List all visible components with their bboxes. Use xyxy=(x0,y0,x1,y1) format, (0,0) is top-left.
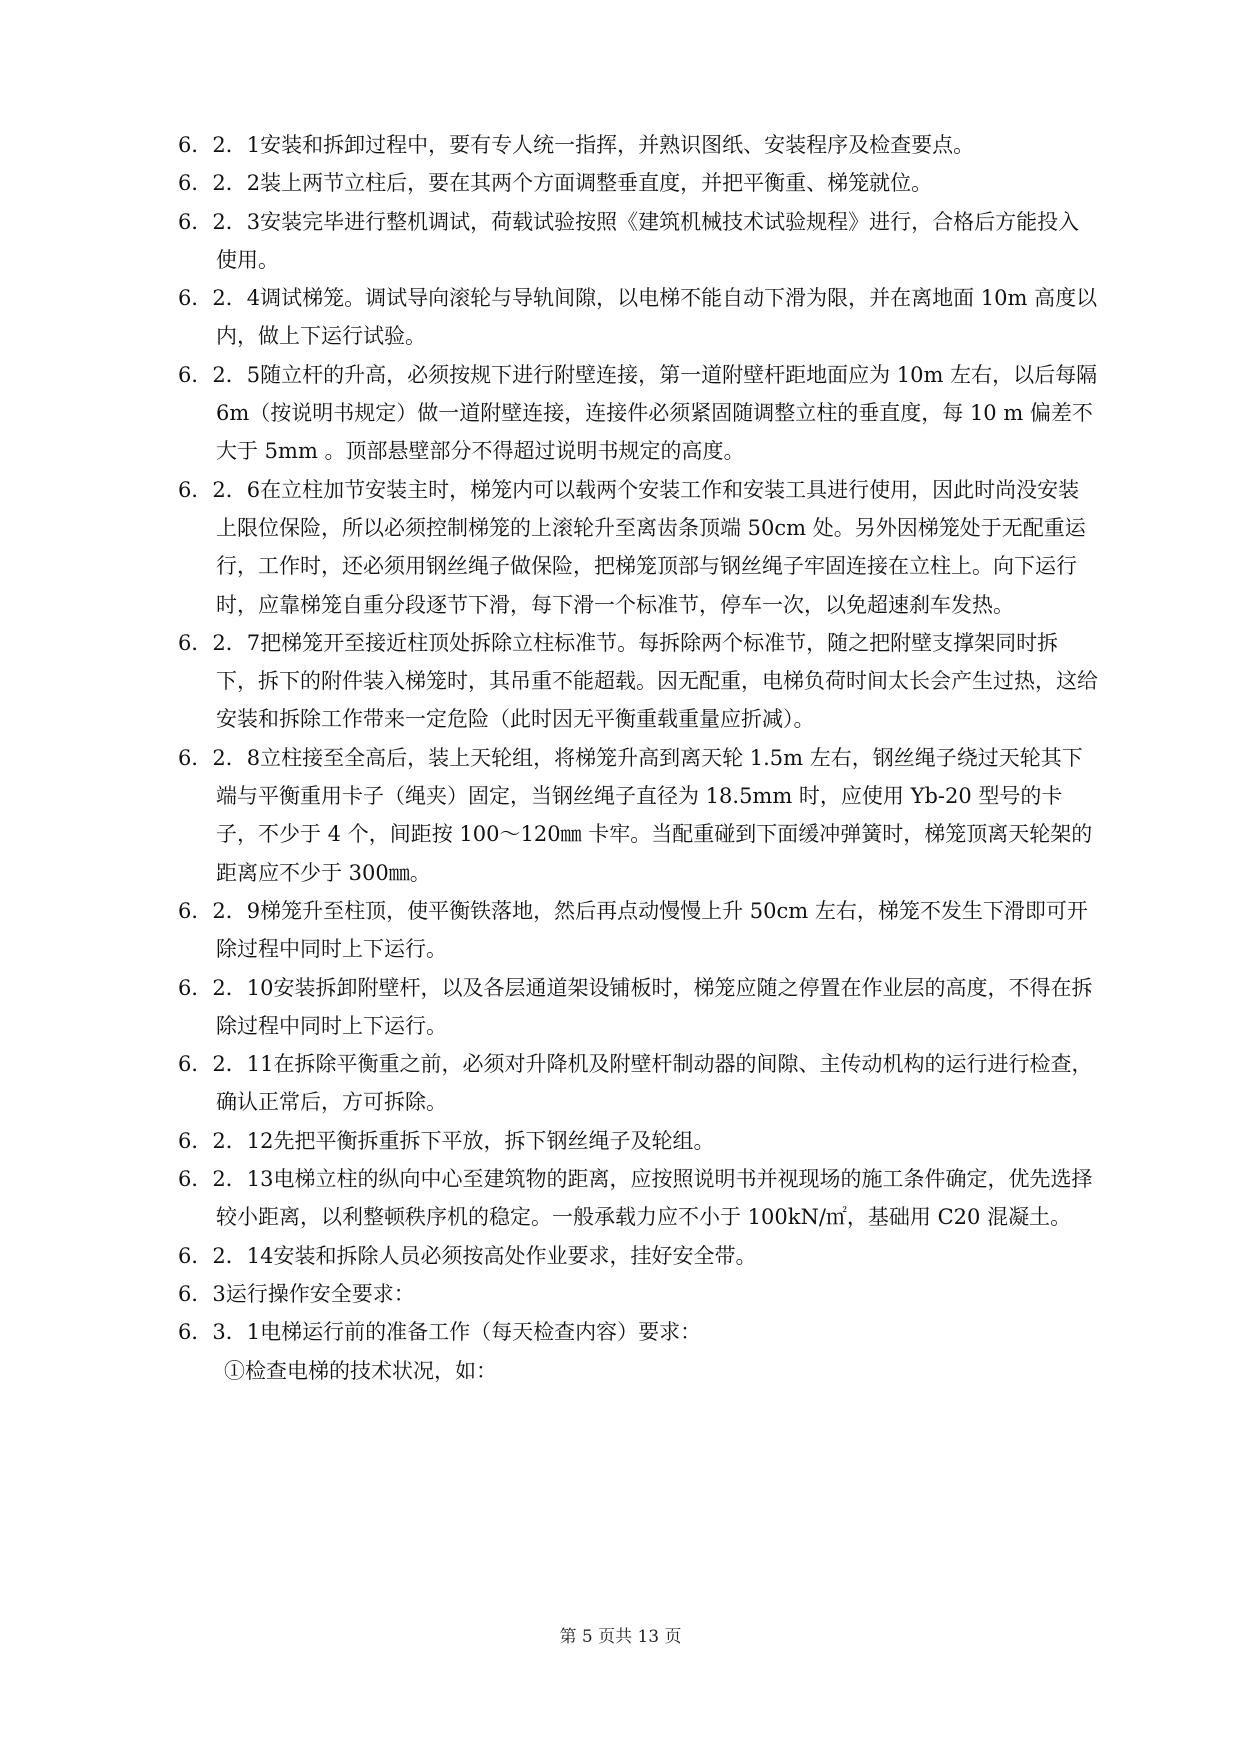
clause-text: 立柱接至全高后，装上天轮组，将梯笼升高到离天轮 1.5m 左右，钢丝绳子绕过天轮其下端与平衡重用卡子（绳夹）固定，当钢丝绳子直径为 18.5mm 时，应使用 Yb-20 型号的卡子，不少于 4 个，间距按 100～120㎜ 卡牢。当配重碰到下面缓冲弹簧时，梯笼顶离天轮架的距离应不少于 300㎜。 xyxy=(216,745,1093,885)
clause-number: 6．2．10 xyxy=(178,975,274,1000)
clause-number: 6．2．14 xyxy=(178,1243,274,1268)
clause-text: 梯笼升至柱顶，使平衡铁落地，然后再点动慢慢上升 50cm 左右，梯笼不发生下滑即可开除过程中同时上下运行。 xyxy=(216,898,1088,962)
clause-text: 装上两节立柱后，要在其两个方面调整垂直度，并把平衡重、梯笼就位。 xyxy=(260,171,933,196)
clause-text: 在立柱加节安装主时，梯笼内可以载两个安装工作和安装工具进行使用，因此时尚没安装上限位保险，所以必须控制梯笼的上滚轮升至离齿条顶端 50cm 处。另外因梯笼处于无配重运行，工作时，还必须用钢丝绳子做保险，把梯笼顶部与钢丝绳子牢固连接在立柱上。向下运行时，应靠梯笼自重分段逐节下滑，每下滑一个标准节，停车一次，以免超速刹车发热。 xyxy=(216,477,1086,617)
clause-text: 先把平衡拆重拆下平放，拆下钢丝绳子及轮组。 xyxy=(273,1128,715,1153)
paragraph-6-3-1 xyxy=(178,1313,1098,1351)
paragraph-6-2-3 xyxy=(178,203,1098,280)
clause-number: 6．2．5 xyxy=(178,362,261,387)
paragraph-6-2-12 xyxy=(178,1122,1098,1160)
page-footer: 第 5 页共 13 页 xyxy=(559,1627,682,1647)
sub-item-1: ①检查电梯的技术状况，如： xyxy=(224,1358,497,1383)
clause-number: 6．2．11 xyxy=(178,1052,274,1077)
document-body xyxy=(178,126,1098,1390)
paragraph-6-2-11 xyxy=(178,1045,1098,1122)
clause-number: 6．2．4 xyxy=(178,286,261,311)
paragraph-6-2-13 xyxy=(178,1160,1098,1237)
clause-number: 6．2．9 xyxy=(178,898,261,923)
clause-text: 调试梯笼。调试导向滚轮与导轨间隙，以电梯不能自动下滑为限，并在离地面 10m 高度以内，做上下运行试验。 xyxy=(216,286,1098,349)
clause-text: 安装完毕进行整机调试，荷载试验按照《建筑机械技术试验规程》进行，合格后方能投入使用。 xyxy=(216,209,1080,272)
paragraph-6-2-7 xyxy=(178,624,1098,739)
clause-text: 把梯笼开至接近柱顶处拆除立柱标准节。每拆除两个标准节，随之把附壁支撑架同时拆下，拆下的附件装入梯笼时，其吊重不能超载。因无配重，电梯负荷时间太长会产生过热，这给安装和拆除工作带来一定危险（此时因无平衡重载重量应折减）。 xyxy=(216,630,1098,732)
clause-text: 电梯立柱的纵向中心至建筑物的距离，应按照说明书并视现场的施工条件确定，优先选择较小距离，以利整顿秩序机的稳定。一般承载力应不小于 100kN/㎡，基础用 C20 混凝土。 xyxy=(216,1167,1093,1230)
clause-number: 6．2．13 xyxy=(178,1167,274,1192)
paragraph-6-2-5 xyxy=(178,356,1098,471)
clause-text: 运行操作安全要求： xyxy=(225,1281,415,1306)
clause-text: 在拆除平衡重之前，必须对升降机及附壁杆制动器的间隙、主传动机构的运行进行检查，确认正常后，方可拆除。 xyxy=(216,1052,1093,1115)
clause-text: 安装和拆卸过程中，要有专人统一指挥，并熟识图纸、安装程序及检查要点。 xyxy=(260,133,975,157)
clause-number: 6．2．2 xyxy=(178,171,261,196)
clause-number: 6．2．3 xyxy=(178,209,261,234)
clause-text: 电梯运行前的准备工作（每天检查内容）要求： xyxy=(260,1320,702,1345)
clause-number: 6．2．1 xyxy=(178,133,261,157)
clause-number: 6．3．1 xyxy=(178,1320,261,1345)
paragraph-6-2-9 xyxy=(178,892,1098,969)
clause-number: 6．2．8 xyxy=(178,745,261,770)
clause-number: 6．2．7 xyxy=(178,630,261,655)
paragraph-6-2-1 xyxy=(178,126,1098,164)
clause-number: 6．3 xyxy=(178,1281,226,1306)
paragraph-6-2-4 xyxy=(178,279,1098,356)
clause-number: 6．2．12 xyxy=(178,1128,274,1153)
clause-number: 6．2．6 xyxy=(178,477,261,502)
clause-text: 安装拆卸附壁杆，以及各层通道架设铺板时，梯笼应随之停置在作业层的高度，不得在拆除过程中同时上下运行。 xyxy=(216,975,1093,1038)
clause-text: 随立杆的升高，必须按规下进行附壁连接，第一道附壁杆距地面应为 10m 左右，以后每隔 6m（按说明书规定）做一道附壁连接，连接件必须紧固随调整立柱的垂直度，每 10 m 偏差不大于 5mm 。顶部悬壁部分不得超过说明书规定的高度。 xyxy=(216,362,1098,464)
paragraph-6-3 xyxy=(178,1275,1098,1313)
paragraph-6-2-14 xyxy=(178,1237,1098,1275)
paragraph-6-2-6 xyxy=(178,471,1098,624)
paragraph-6-2-2 xyxy=(178,164,1098,202)
paragraph-6-2-8 xyxy=(178,739,1098,892)
paragraph-6-2-10 xyxy=(178,969,1098,1046)
clause-text: 安装和拆除人员必须按高处作业要求，挂好安全带。 xyxy=(273,1243,757,1268)
